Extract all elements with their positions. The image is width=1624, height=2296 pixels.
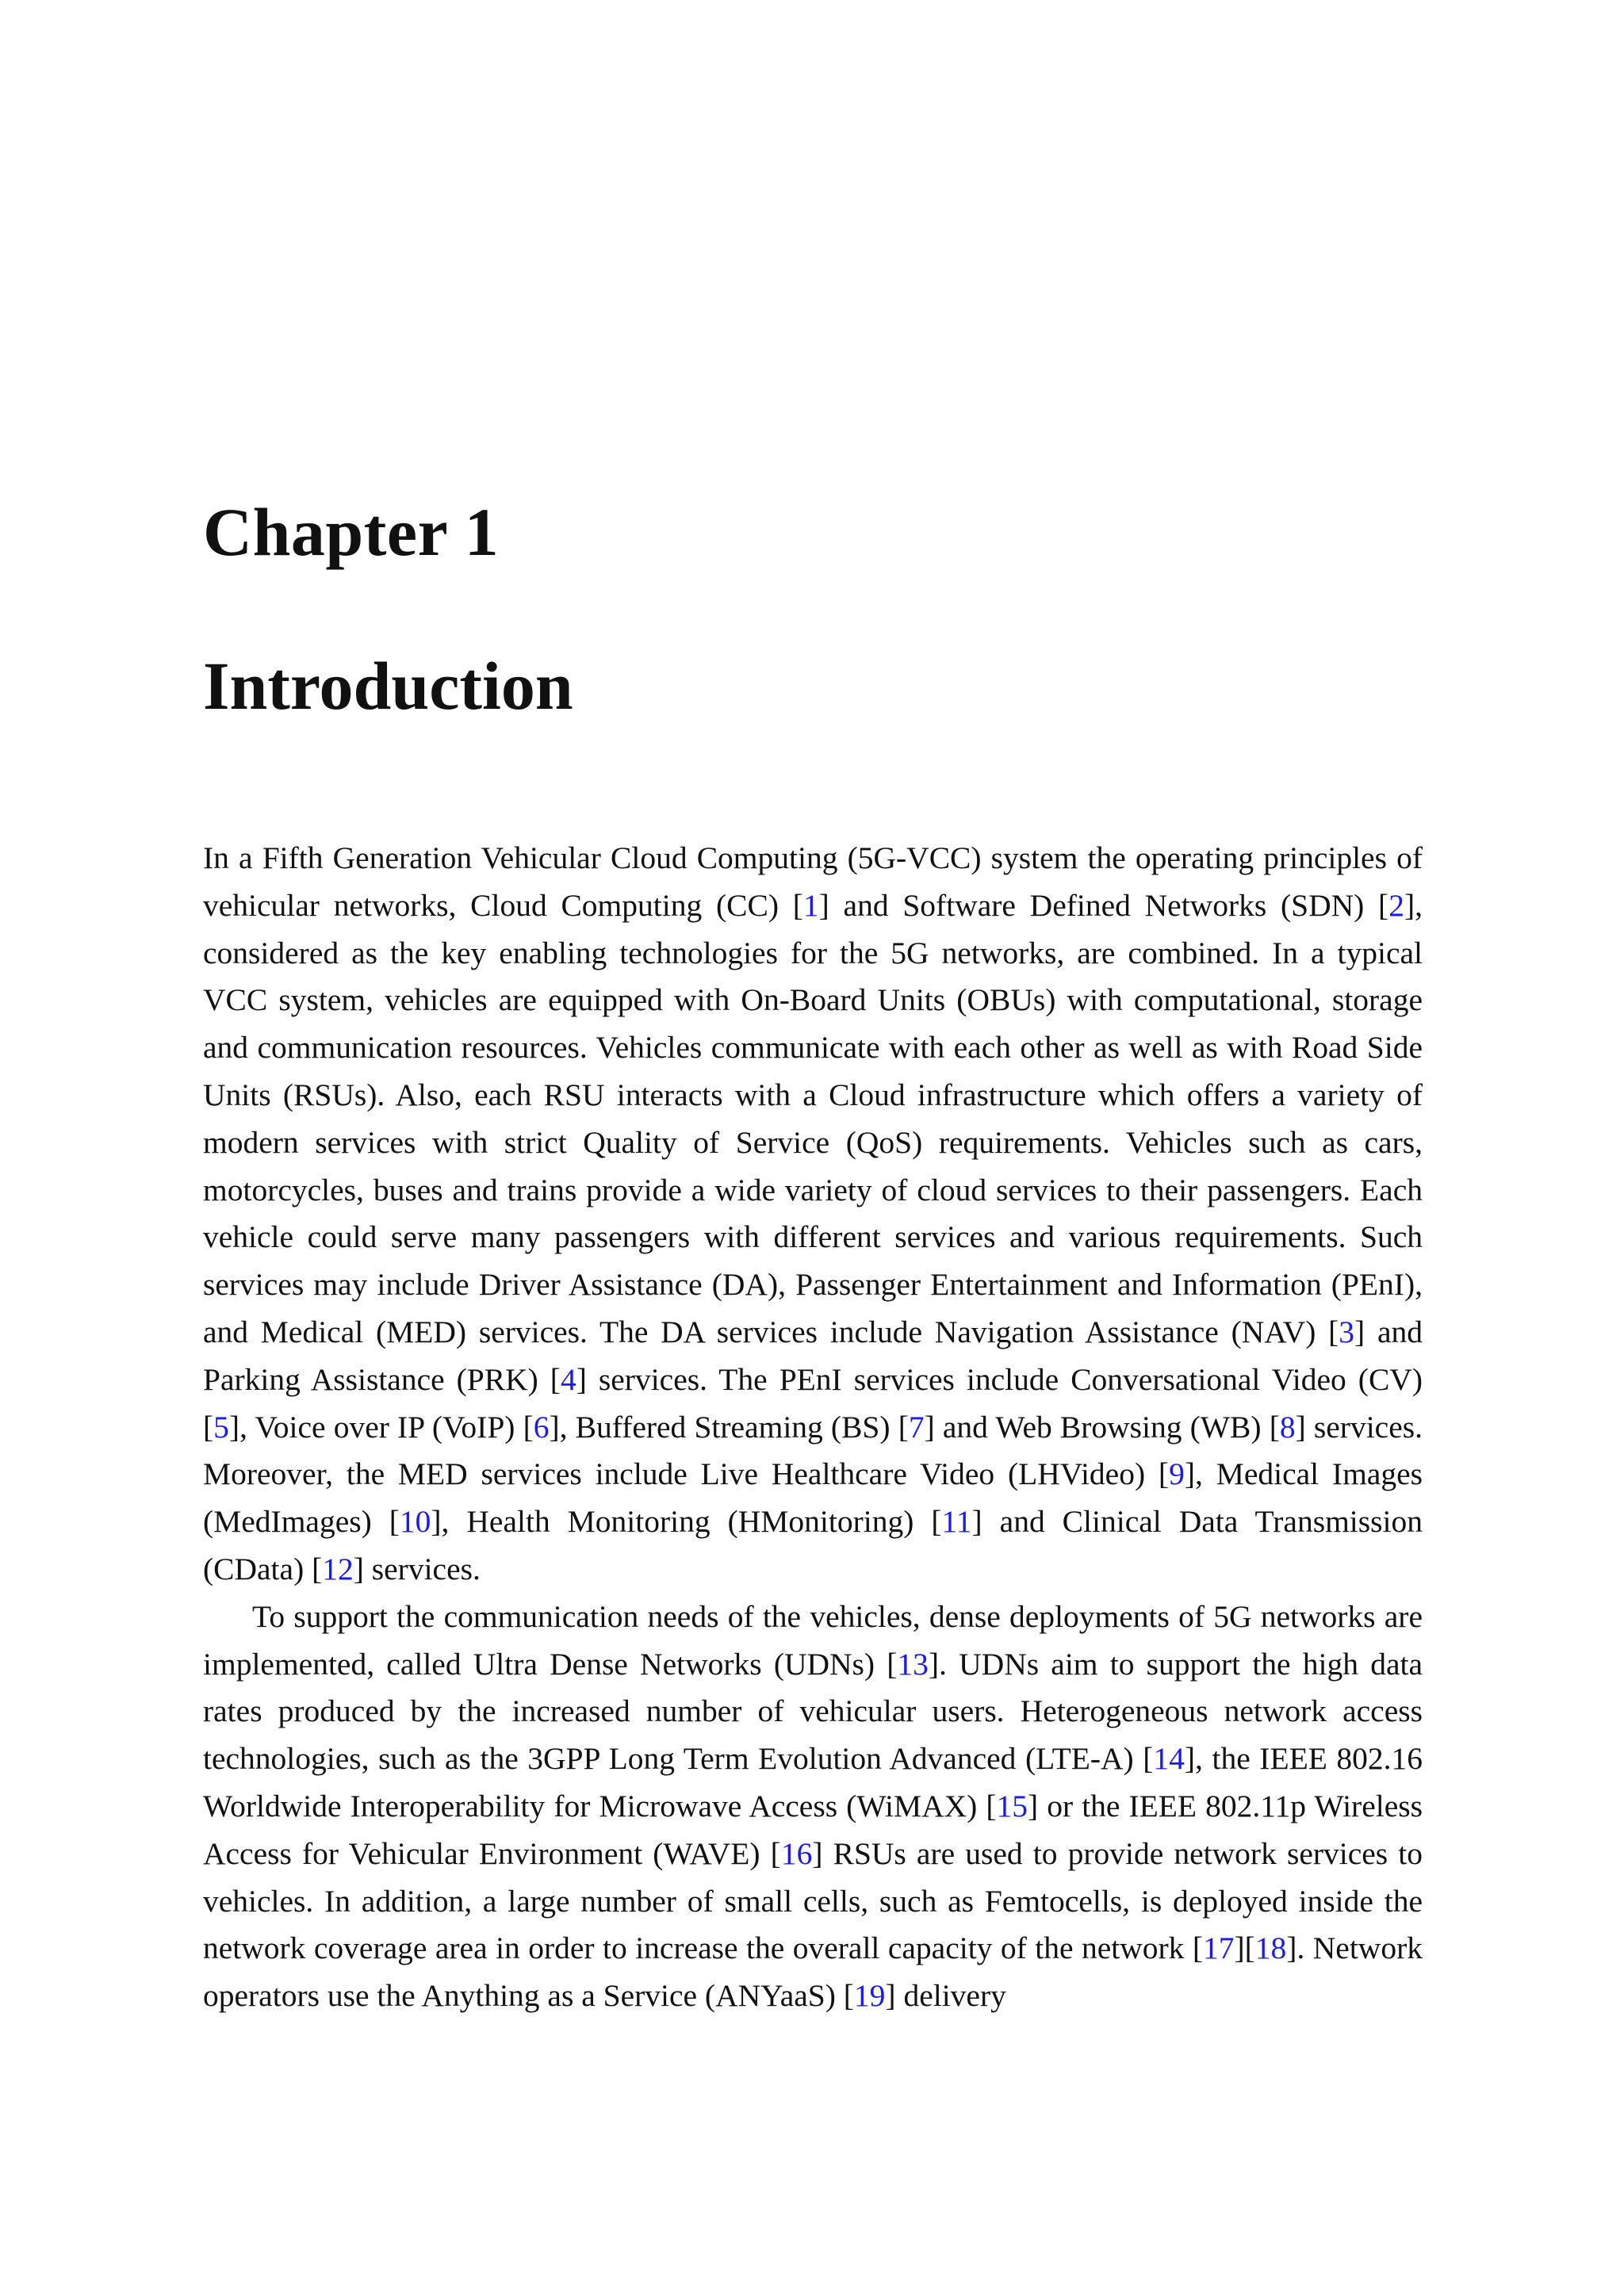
citation-link-11[interactable]: 11: [941, 1504, 972, 1540]
body-paragraph-2: [203, 1594, 1423, 2020]
text-run: ] RSUs are used to provide network services to vehicles. In addition, a large number of small cells, such as Femtocells, is deployed inside the network coverage area in order to increase the overall capacity of the network [: [203, 1835, 1423, 1966]
body-paragraph-1: [203, 835, 1423, 1594]
citation-link-18[interactable]: 18: [1254, 1931, 1287, 1966]
chapter-body: [203, 835, 1423, 2020]
text-run: ], considered as the key enabling technologies for the 5G networks, are combined. In a typical VCC system, vehicles are equipped with On-Board Units (OBUs) with computational, storage and communication resources. Vehicles communicate with each other as well as with Road Side Units (RSUs). Also, each RSU interacts with a Cloud infrastructure which offers a variety of modern services with strict Quality of Service (QoS) requirements. Vehicles such as cars, motorcycles, buses and trains provide a wide variety of cloud services to their passengers. Each vehicle could serve many passengers with different services and various requirements. Such services may include Driver Assistance (DA), Passenger Entertainment and Information (PEnI), and Medical (MED) services. The DA services include Navigation Assistance (NAV) [: [203, 887, 1423, 1349]
text-run: ] and Parking Assistance (PRK) [: [203, 1314, 1423, 1397]
citation-link-16[interactable]: 16: [780, 1835, 813, 1871]
text-run: ] and Web Browsing (WB) [: [924, 1409, 1280, 1445]
text-run: ], Medical Images (MedImages) [: [203, 1456, 1423, 1540]
citation-link-7[interactable]: 7: [908, 1409, 925, 1445]
citation-link-19[interactable]: 19: [853, 1978, 886, 2014]
citation-link-6[interactable]: 6: [533, 1409, 550, 1445]
citation-link-15[interactable]: 15: [996, 1788, 1028, 1823]
citation-link-2[interactable]: 2: [1388, 887, 1404, 923]
chapter-number: Chapter 1: [203, 494, 500, 570]
text-run: ], Buffered Streaming (BS) [: [549, 1409, 909, 1445]
text-run: ] or the IEEE 802.11p Wireless Access for Vehicular Environment (WAVE) [: [203, 1788, 1423, 1871]
text-run: ] and Software Defined Networks (SDN) [: [818, 887, 1389, 923]
citation-link-10[interactable]: 10: [399, 1504, 431, 1540]
chapter-title: Introduction: [203, 648, 573, 724]
text-run: ]. UDNs aim to support the high data rates produced by the increased number of vehicular users. Heterogeneous network access technologies, such as the 3GPP Long Term Evolution Advanced (LTE-A) [: [203, 1646, 1423, 1777]
text-run: In a Fifth Generation Vehicular Cloud Computing (5G-VCC) system the operating principles of vehicular networks, Cloud Computing (CC) [: [203, 840, 1423, 923]
citation-link-12[interactable]: 12: [322, 1551, 354, 1586]
text-run: ] and Clinical Data Transmission (CData) [: [203, 1504, 1423, 1586]
citation-link-13[interactable]: 13: [897, 1646, 929, 1682]
text-run: ], Health Monitoring (HMonitoring) [: [431, 1504, 942, 1540]
citation-link-3[interactable]: 3: [1339, 1314, 1355, 1349]
text-run: ][: [1234, 1931, 1255, 1966]
text-run: ]. Network operators use the Anything as a Service (ANYaaS) [: [203, 1931, 1423, 2014]
citation-link-9[interactable]: 9: [1169, 1456, 1185, 1492]
citation-link-4[interactable]: 4: [560, 1361, 576, 1397]
text-run: ], the IEEE 802.16 Worldwide Interoperability for Microwave Access (WiMAX) [: [203, 1741, 1423, 1823]
text-run: ], Voice over IP (VoIP) [: [228, 1409, 534, 1445]
text-run: ] delivery: [885, 1978, 1006, 2014]
text-run: ] services. The PEnI services include Conversational Video (CV) [: [203, 1361, 1423, 1445]
citation-link-1[interactable]: 1: [802, 887, 819, 923]
citation-link-5[interactable]: 5: [213, 1409, 229, 1445]
citation-link-17[interactable]: 17: [1202, 1931, 1235, 1966]
text-run: To support the communication needs of the vehicles, dense deployments of 5G networks are implemented, called Ultra Dense Networks (UDNs) [: [203, 1598, 1423, 1682]
citation-link-8[interactable]: 8: [1279, 1409, 1296, 1445]
text-run: ] services. Moreover, the MED services include Live Healthcare Video (LHVideo) [: [203, 1409, 1423, 1492]
citation-link-14[interactable]: 14: [1153, 1741, 1185, 1777]
text-run: ] services.: [353, 1551, 481, 1586]
